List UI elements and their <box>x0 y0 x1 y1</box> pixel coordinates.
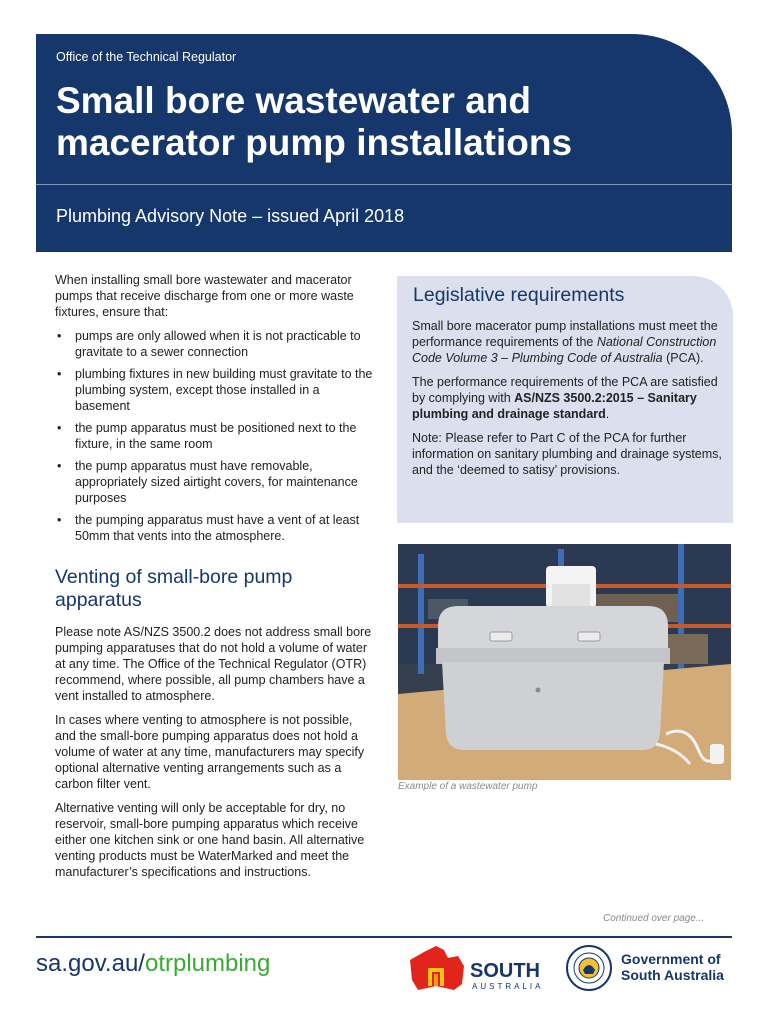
website-link[interactable] <box>36 950 270 978</box>
pump-photo <box>398 544 731 780</box>
text: Small bore macerator pump installations must meet the performance requirements of the <box>412 319 718 349</box>
list-item: • the pump apparatus must be positioned next to the fixture, in the same room <box>75 420 373 452</box>
list-item: • the pumping apparatus must have a vent of at least 50mm that vents into the atmosphere. <box>75 512 373 544</box>
legislative-heading: Legislative requirements <box>413 284 625 306</box>
legislative-requirements-box <box>397 276 733 523</box>
list-item: • the pump apparatus must have removable, appropriately sized airtight covers, for maintenance purposes <box>75 458 373 506</box>
intro-paragraph: When installing small bore wastewater and macerator pumps that receive discharge from one or more waste fixtures, ensure that: <box>55 273 354 319</box>
legislative-paragraph-2 <box>412 374 724 422</box>
footer-divider <box>36 936 732 938</box>
venting-paragraph-3: Alternative venting will only be acceptable for dry, no reservoir, small-bore pumping apparatus which receive either one kitchen sink or one hand basin. All alternative venting products must be WaterMarked and meet the manufacturer’s specifications and instructions. <box>55 801 365 879</box>
government-name <box>621 951 724 983</box>
venting-paragraph-1: Please note AS/NZS 3500.2 does not address small bore pumping apparatuses that do not hold a volume of water at any time. The Office of the Technical Regulator (OTR) recommend, where possible, all pump chambers have a vent installed to atmosphere. <box>55 625 372 703</box>
page-title: Small bore wastewater and macerator pump installations <box>56 80 573 163</box>
standard-name: AS/NZS 3500.2:2015 – Sanitary plumbing and drainage standard <box>412 391 697 421</box>
south-australia-map-icon <box>406 944 466 994</box>
text: The performance requirements of the PCA are satisfied by complying with <box>412 375 718 405</box>
page-subtitle: Plumbing Advisory Note – issued April 2018 <box>56 206 405 226</box>
sa-logo-south: SOUTH <box>470 960 540 982</box>
legislative-paragraph-1 <box>412 318 724 366</box>
gov-line-2: South Australia <box>621 967 724 983</box>
government-crest-icon <box>565 944 613 992</box>
header-divider <box>36 184 732 185</box>
text: . <box>605 407 610 421</box>
photo-caption: Example of a wastewater pump <box>398 781 538 792</box>
sa-logo-australia: AUSTRALIA <box>472 982 544 991</box>
url-path: otrplumbing <box>144 950 271 977</box>
legislative-content <box>412 318 724 486</box>
legislative-note: Note: Please refer to Part C of the PCA for further information on sanitary plumbing and drainage systems, and the ‘deemed to satisy’ provisions. <box>412 431 722 477</box>
url-domain: sa.gov.au/ <box>36 950 145 977</box>
code-title: National Construction Code Volume 3 – Plumbing Code of Australia <box>412 335 717 365</box>
venting-heading: Venting of small-bore pump apparatus <box>55 566 293 611</box>
organization-name: Office of the Technical Regulator <box>56 50 237 64</box>
text: (PCA). <box>662 351 704 365</box>
list-item: • pumps are only allowed when it is not practicable to gravitate to a sewer connection <box>75 328 373 360</box>
list-item: • plumbing fixtures in new building must gravitate to the plumbing system, except those installed in a basement <box>75 366 373 414</box>
requirements-list <box>55 328 373 544</box>
left-column <box>55 272 373 888</box>
continued-note: Continued over page... <box>603 913 705 924</box>
header-banner <box>36 34 732 252</box>
venting-paragraph-2: In cases where venting to atmosphere is not possible, and the small-bore pumping apparatus does not hold a volume of water at any time, manufacturers may specify optional alternative venting arrangements such as a carbon filter vent. <box>55 713 365 791</box>
south-australia-logo <box>406 944 552 994</box>
gov-line-1: Government of <box>621 951 721 967</box>
